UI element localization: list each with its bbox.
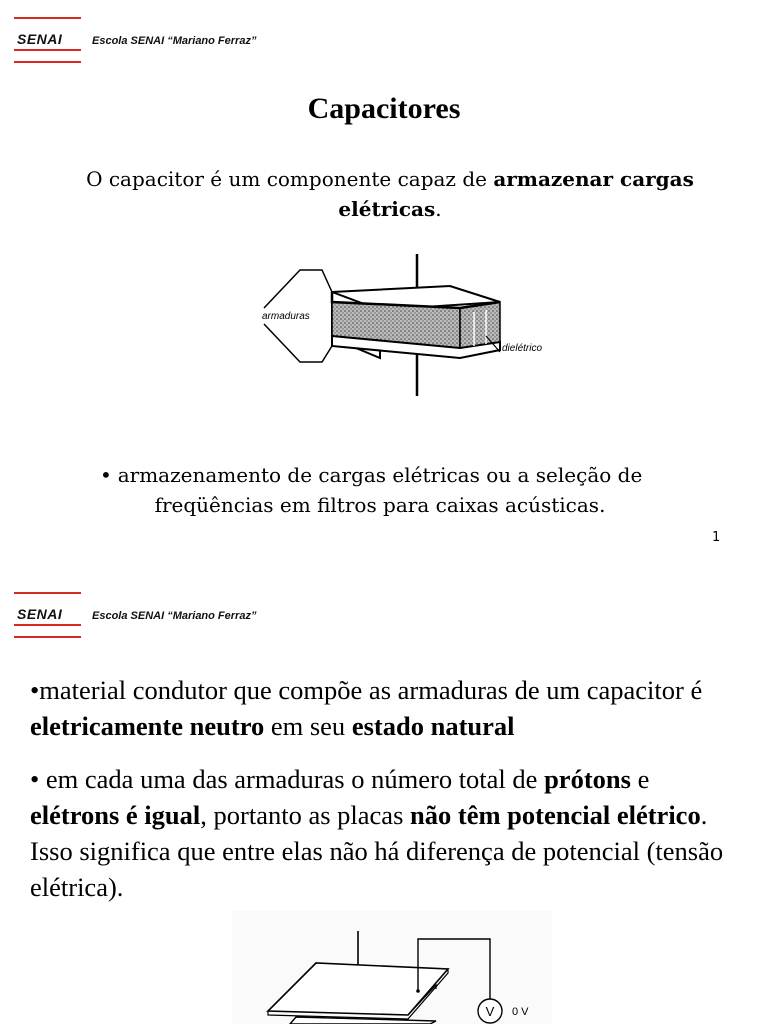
intro-text-start: O capacitor é um componente capaz de xyxy=(86,167,494,191)
logo-underline xyxy=(14,49,81,51)
logo-underline xyxy=(14,624,81,626)
p2-bold-f: não têm potencial elétrico xyxy=(410,800,701,830)
intro-text xyxy=(70,164,710,224)
header-bottom-line xyxy=(14,636,81,638)
school-name: Escola SENAI “Mariano Ferraz” xyxy=(92,610,257,622)
p1-text-c: em seu xyxy=(264,711,352,741)
p2-text-g: . Isso significa que entre elas não há diferença de potencial (tensão elétrica). xyxy=(30,800,724,902)
header-top-line xyxy=(14,17,81,19)
p2-text-c: e xyxy=(630,764,650,794)
voltmeter-reading: 0 V xyxy=(512,1006,529,1018)
page-number: 1 xyxy=(712,530,721,545)
p1-text-a: •material condutor que compõe as armaduras de um capacitor é xyxy=(30,675,703,705)
paragraph-neutral-material xyxy=(30,672,740,744)
label-armaduras: armaduras xyxy=(262,311,310,322)
capacitor-illustration xyxy=(260,250,560,400)
p2-bold-b: prótons xyxy=(544,764,631,794)
label-dieletrico: dielétrico xyxy=(502,343,543,354)
bullet-item xyxy=(100,460,660,520)
p2-text-e: , portanto as placas xyxy=(200,800,411,830)
bullet-text: armazenamento de cargas elétricas ou a seleção de freqüências em filtros para caixas acústicas. xyxy=(117,463,643,517)
header-top-line xyxy=(14,592,81,594)
senai-logo: SENAI xyxy=(17,606,63,622)
p2-bold-d: elétrons é igual xyxy=(30,800,201,830)
paragraph-protons-electrons xyxy=(30,761,740,905)
intro-text-bold: armazenar cargas elétricas xyxy=(338,167,694,221)
p1-bold-d: estado natural xyxy=(351,711,515,741)
senai-logo: SENAI xyxy=(17,31,63,47)
page-title: Capacitores xyxy=(307,92,461,125)
voltmeter-symbol: V xyxy=(485,1004,495,1019)
school-name: Escola SENAI “Mariano Ferraz” xyxy=(92,35,257,47)
plates-voltmeter-illustration xyxy=(232,911,552,1024)
p2-text-a: • em cada uma das armaduras o número total de xyxy=(30,764,545,794)
bullet-dot: • xyxy=(100,463,112,487)
p1-bold-b: eletricamente neutro xyxy=(30,711,265,741)
header-bottom-line xyxy=(14,61,81,63)
intro-text-end: . xyxy=(435,197,442,221)
slide-2 xyxy=(0,575,768,1024)
